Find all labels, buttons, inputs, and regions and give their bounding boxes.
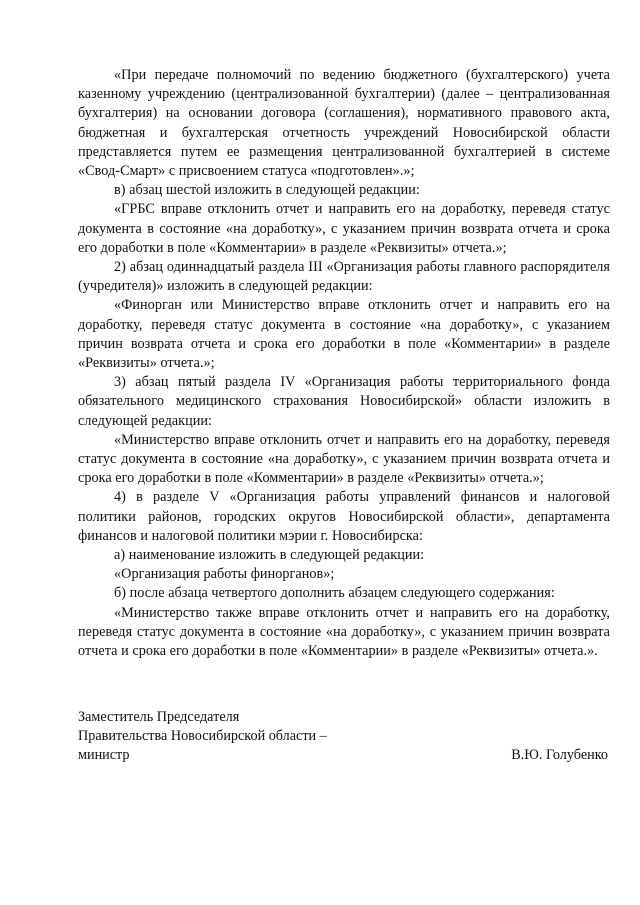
- signature-block: [78, 708, 610, 766]
- signatory-position-line-3: министр: [78, 747, 130, 764]
- signatory-name: В.Ю. Голубенко: [511, 747, 608, 764]
- paragraph-item-v: в) абзац шестой изложить в следующей редакции:: [114, 182, 420, 199]
- paragraph-item-3: 3) абзац пятый раздела IV «Организация работы территориального фонда обязательного медицинского страхования Новосибирской» области изложить в следующей редакции:: [78, 374, 610, 429]
- paragraph-item-a: а) наименование изложить в следующей редакции:: [114, 547, 425, 564]
- paragraph-transfer-of-powers: «При передаче полномочий по ведению бюджетного (бухгалтерского) учета казенному учреждению (централизованной бухгалтерии) (далее – централизованная бухгалтерия) на основании договора (соглашения), нормативного правового акта, бюджетная и бухгалтерская отчетность учреждений Новосибирской области представляется путем ее размещения централизованной бухгалтерией в системе «Свод-Смарт» с присвоением статуса «подготовлен».»;: [78, 67, 610, 180]
- paragraph-grbs-reject: «ГРБС вправе отклонить отчет и направить его на доработку, переведя статус документа в состояние «на доработку», с указанием причин возврата отчета и срока его доработки в поле «Комментарии» в разделе «Реквизиты» отчета.»;: [78, 201, 610, 256]
- paragraph-item-2: 2) абзац одиннадцатый раздела III «Организация работы главного распорядителя (учредителя)» изложить в следующей редакции:: [78, 259, 610, 295]
- paragraph-ministry-also-reject: «Министерство также вправе отклонить отчет и направить его на доработку, переведя статус документа в состояние «на доработку», с указанием причин возврата отчета и срока его доработки в поле «Комментарии» в разделе «Реквизиты» отчета.».: [78, 604, 610, 660]
- signatory-final-line: [78, 746, 610, 765]
- paragraph-finorgans-title: «Организация работы финорганов»;: [114, 566, 335, 583]
- document-body: [78, 66, 610, 661]
- paragraph-item-b: б) после абзаца четвертого дополнить абзацем следующего содержания:: [114, 585, 555, 602]
- paragraph-finorgan-reject: «Финорган или Министерство вправе отклонить отчет и направить его на доработку, переведя статус документа в состояние «на доработку», с указанием причин возврата отчета и срока его доработки в поле «Комментарии» в разделе «Реквизиты» отчета.»;: [78, 297, 610, 372]
- paragraph-ministry-reject: «Министерство вправе отклонить отчет и направить его на доработку, переведя статус документа в состояние «на доработку», с указанием причин возврата отчета и срока его доработки в поле «Комментарии» в разделе «Реквизиты» отчета.»;: [78, 431, 610, 487]
- signatory-position-line-2: Правительства Новосибирской области –: [78, 728, 327, 745]
- signatory-position-line-1: Заместитель Председателя: [78, 709, 240, 725]
- paragraph-item-4: 4) в разделе V «Организация работы управлений финансов и налоговой политики районов, городских округов Новосибирской области», департамента финансов и налоговой политики мэрии г. Новосибирска:: [78, 489, 610, 544]
